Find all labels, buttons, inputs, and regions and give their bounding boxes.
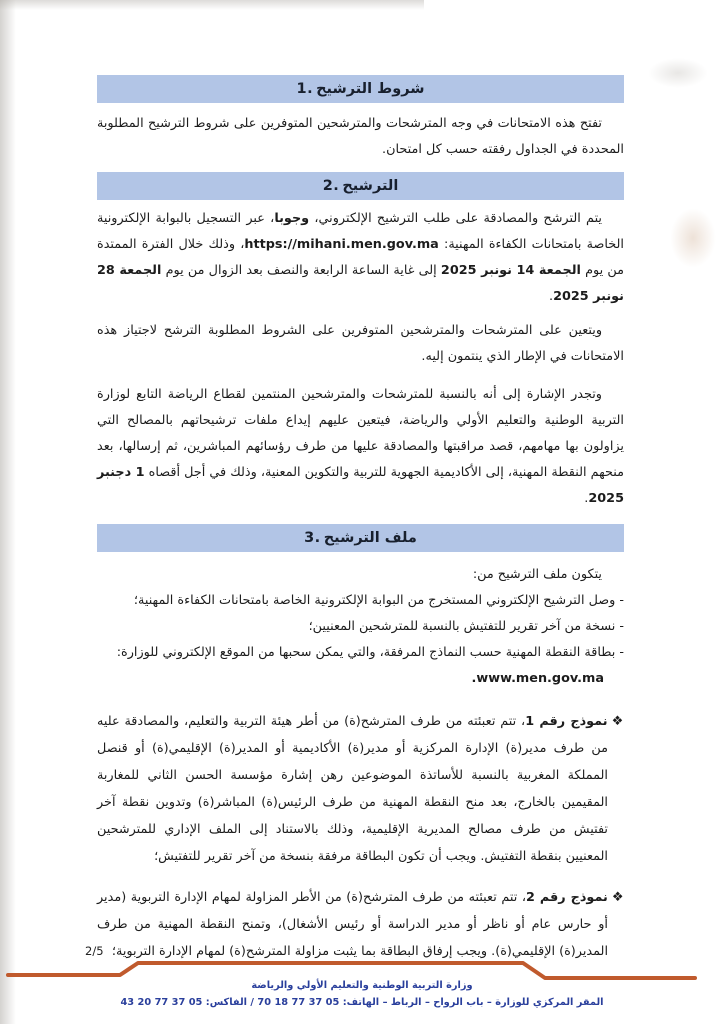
- section-number: 3.: [304, 530, 321, 546]
- section-title: ملف الترشيح: [323, 530, 417, 546]
- section-number: 2.: [322, 178, 340, 194]
- ministry-website-url: www.men.gov.ma.: [471, 671, 604, 686]
- section-heading-2: [97, 172, 624, 200]
- file-item-inspection-report: - نسخة من آخر تقرير للتفتيش بالنسبة للمترشحين المعنيين؛: [308, 619, 624, 634]
- footer-address-phone: المقر المركزي للوزارة – باب الرواح – الرباط – الهاتف: 05 37 77 18 70 / الفاكس: 05 37 77 20 43: [120, 997, 604, 1008]
- diamond-bullet-icon: ❖: [611, 714, 625, 729]
- section-title: شروط الترشيح: [316, 81, 425, 97]
- paragraph-model-1: [97, 708, 624, 870]
- section-number: 1.: [296, 81, 314, 97]
- section-heading-3: [97, 524, 624, 552]
- document-body: [97, 75, 624, 965]
- footer-ministry-name: وزارة التربية الوطنية والتعليم الأولي والرياضة: [251, 980, 473, 991]
- scan-edge-shadow: [0, 0, 16, 1024]
- paragraph-eligibility: ويتعين على المترشحات والمترشحين المتوفرين على الشروط المطلوبة الترشح لاجتياز هذه الامتحانات في الإطار الذي ينتمون إليه.: [97, 323, 624, 364]
- model-1-text: نموذج رقم 1، تتم تعبئته من طرف المترشح(ة) من أطر هيئة التربية والتعليم، والمصادقة عليه من طرف مدير(ة) الإدارة المركزية أو مدير(ة) الأكاديمية أو المدير(ة) الإقليمي(ة) أو قنصل المملكة المغربية بالنسبة للأساتذة الموضوعين رهن إشارة مؤسسة الحسن الثاني للمغاربة المقيمين بالخارج، بعد منح النقطة المهنية من طرف الرئيس(ة) المباشر(ة) وتدوين نقطة آخر تفتيش من طرف مصالح المديرية الإقليمية، وذلك بالاستناد إلى الملف الإداري للمترشحين المعنيين بنقطة التفتيش. ويجب أن تكون البطاقة مرفقة بنسخة من آخر تقرير للتفتيش؛: [97, 714, 608, 864]
- paragraph-registration: يتم الترشح والمصادقة على طلب الترشيح الإلكتروني، وجوبا، عبر التسجيل بالبوابة الإلكترونية الخاصة بامتحانات الكفاءة المهنية: https://mihani.men.gov.ma، وذلك خلال الفترة الممتدة من يوم الجمعة 14 نونبر 2025 إلى غاية الساعة الرابعة والنصف بعد الزوال من يوم الجمعة 28 نونبر 2025.: [97, 211, 624, 304]
- file-item-grade-card: - بطاقة النقطة المهنية حسب النماذج المرفقة، والتي يمكن سحبها من الموقع الإلكتروني للوزارة:: [116, 645, 624, 660]
- page-footer: [0, 924, 724, 1024]
- scan-edge-shadow-top: [0, 0, 424, 10]
- model-2-text: نموذج رقم 2، تتم تعبئته من طرف المترشح(ة) من الأطر المزاولة لمهام الإدارة التربوية (مدير أو حارس عام أو ناظر أو مدير الدراسة أو رئيس الأشغال)، وتمنح النقطة المهنية من طرف المدير(ة) الإقليمي(ة). ويجب إرفاق البطاقة بما يثبت مزاولة المترشح(ة) لمهام الإدارة التربوية؛: [97, 890, 608, 959]
- page-number: 2/5: [85, 944, 104, 958]
- paragraph-conditions: تفتح هذه الامتحانات في وجه المترشحات والمترشحين المتوفرين على شروط الترشيح المطلوبة المحددة في الجداول رفقته حسب كل امتحان.: [97, 116, 624, 157]
- section-heading-1: [97, 75, 624, 103]
- diamond-bullet-icon: ❖: [611, 890, 625, 905]
- scan-smudge: [670, 208, 716, 268]
- file-intro: يتكون ملف الترشيح من:: [472, 567, 602, 582]
- paragraph-sports-sector: وتجدر الإشارة إلى أنه بالنسبة للمترشحات والمترشحين المنتمين لقطاع الرياضة التابع لوزارة التربية الوطنية والتعليم الأولي والرياضة، فيتعين عليهم إيداع ملفات ترشيحاتهم بالمصالح التي يزاولون بها مهامهم، قصد مراقبتها والمصادقة عليها من طرف رؤسائهم المباشرين، ثم إرسالها، بعد منحهم النقطة المهنية، إلى الأكاديمية الجهوية للتربية والتكوين المعنية، وذلك في أجل أقصاه 1 دجنبر 2025.: [97, 387, 624, 506]
- footer-decorative-line: [0, 924, 724, 1024]
- section-title: الترشيح: [342, 178, 399, 194]
- scan-smudge: [648, 58, 708, 88]
- file-item-receipt: - وصل الترشيح الإلكتروني المستخرج من البوابة الإلكترونية الخاصة بامتحانات الكفاءة المهنية؛: [133, 593, 624, 608]
